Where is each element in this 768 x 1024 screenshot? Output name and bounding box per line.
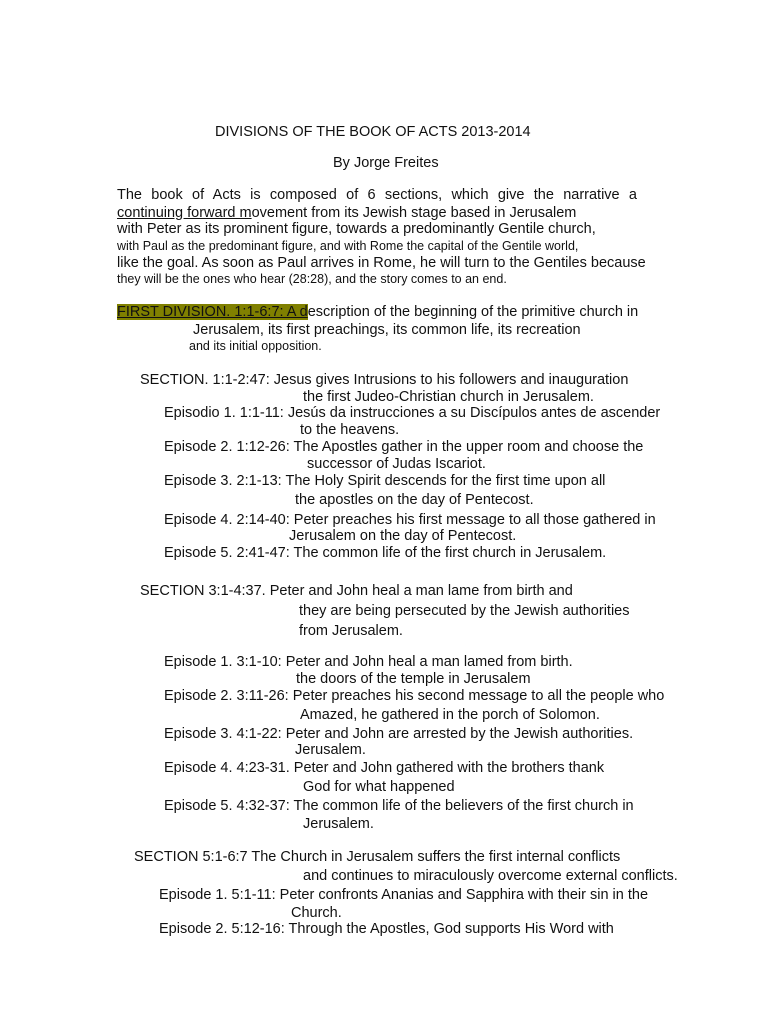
intro-line: they will be the ones who hear (28:28), and the story comes to an end. <box>117 272 507 286</box>
episode-line: the apostles on the day of Pentecost. <box>295 492 534 508</box>
intro-text: ovement from its Jewish stage based in Jerusalem <box>251 205 577 221</box>
episode-line: Episode 2. 3:11-26: Peter preaches his second message to all the people who <box>164 688 665 704</box>
episode-line: Jerusalem on the day of Pentecost. <box>289 528 517 544</box>
episode-line: Episode 3. 2:1-13: The Holy Spirit descends for the first time upon all <box>164 473 606 489</box>
episode-line: Jerusalem. <box>303 816 374 832</box>
episode-line: the doors of the temple in Jerusalem <box>296 671 531 687</box>
division-heading <box>117 304 638 321</box>
episode-line: Episode 1. 3:1-10: Peter and John heal a man lamed from birth. <box>164 654 573 670</box>
division-line: and its initial opposition. <box>189 339 322 353</box>
author-line: By Jorge Freites <box>333 155 439 171</box>
episode-line: Episode 5. 4:32-37: The common life of the believers of the first church in <box>164 798 634 814</box>
intro-line <box>117 205 576 222</box>
episode-line: Jerusalem. <box>295 742 366 758</box>
section-heading: SECTION 3:1-4:37. Peter and John heal a man lame from birth and <box>140 583 573 599</box>
underlined-text: continuing forward m <box>117 205 252 221</box>
episode-line: to the heavens. <box>300 422 400 438</box>
episode-line: Episode 5. 2:41-47: The common life of the first church in Jerusalem. <box>164 545 607 561</box>
episode-line: Episode 1. 5:1-11: Peter confronts Ananias and Sapphira with their sin in the <box>159 887 649 903</box>
episode-line: Episode 2. 5:12-16: Through the Apostles, God supports His Word with <box>159 921 614 937</box>
episode-line: Episode 4. 2:14-40: Peter preaches his first message to all those gathered in <box>164 512 656 528</box>
episode-line: successor of Judas Iscariot. <box>307 456 486 472</box>
division-text: escription of the beginning of the primitive church in <box>307 304 639 320</box>
episode-line: Episode 4. 4:23-31. Peter and John gathered with the brothers thank <box>164 760 605 776</box>
episode-line: Amazed, he gathered in the porch of Solomon. <box>300 707 600 723</box>
episode-line: God for what happened <box>303 779 455 795</box>
section-heading-line: and continues to miraculously overcome external conflicts. <box>303 868 678 884</box>
intro-line: The book of Acts is composed of 6 sections, which give the narrative a <box>117 187 637 203</box>
division-line: Jerusalem, its first preachings, its common life, its recreation <box>193 322 581 338</box>
document-title: DIVISIONS OF THE BOOK OF ACTS 2013-2014 <box>215 124 531 140</box>
section-heading-line: they are being persecuted by the Jewish authorities <box>299 603 630 619</box>
intro-line: with Peter as its prominent figure, towards a predominantly Gentile church, <box>117 221 596 237</box>
section-heading: SECTION. 1:1-2:47: Jesus gives Intrusions to his followers and inauguration <box>140 372 629 388</box>
intro-line: with Paul as the predominant figure, and with Rome the capital of the Gentile world, <box>117 239 579 253</box>
section-heading-line: the first Judeo-Christian church in Jerusalem. <box>303 389 594 405</box>
episode-line: Episode 3. 4:1-22: Peter and John are arrested by the Jewish authorities. <box>164 726 634 742</box>
highlighted-text: FIRST DIVISION. 1:1-6:7: A d <box>117 304 308 320</box>
episode-line: Episode 2. 1:12-26: The Apostles gather in the upper room and choose the <box>164 439 644 455</box>
episode-line: Church. <box>291 905 342 921</box>
section-heading-line: from Jerusalem. <box>299 623 403 639</box>
section-heading: SECTION 5:1-6:7 The Church in Jerusalem suffers the first internal conflicts <box>134 849 621 865</box>
episode-line: Episodio 1. 1:1-11: Jesús da instrucciones a su Discípulos antes de ascender <box>164 405 661 421</box>
intro-line: like the goal. As soon as Paul arrives in Rome, he will turn to the Gentiles because <box>117 255 646 271</box>
